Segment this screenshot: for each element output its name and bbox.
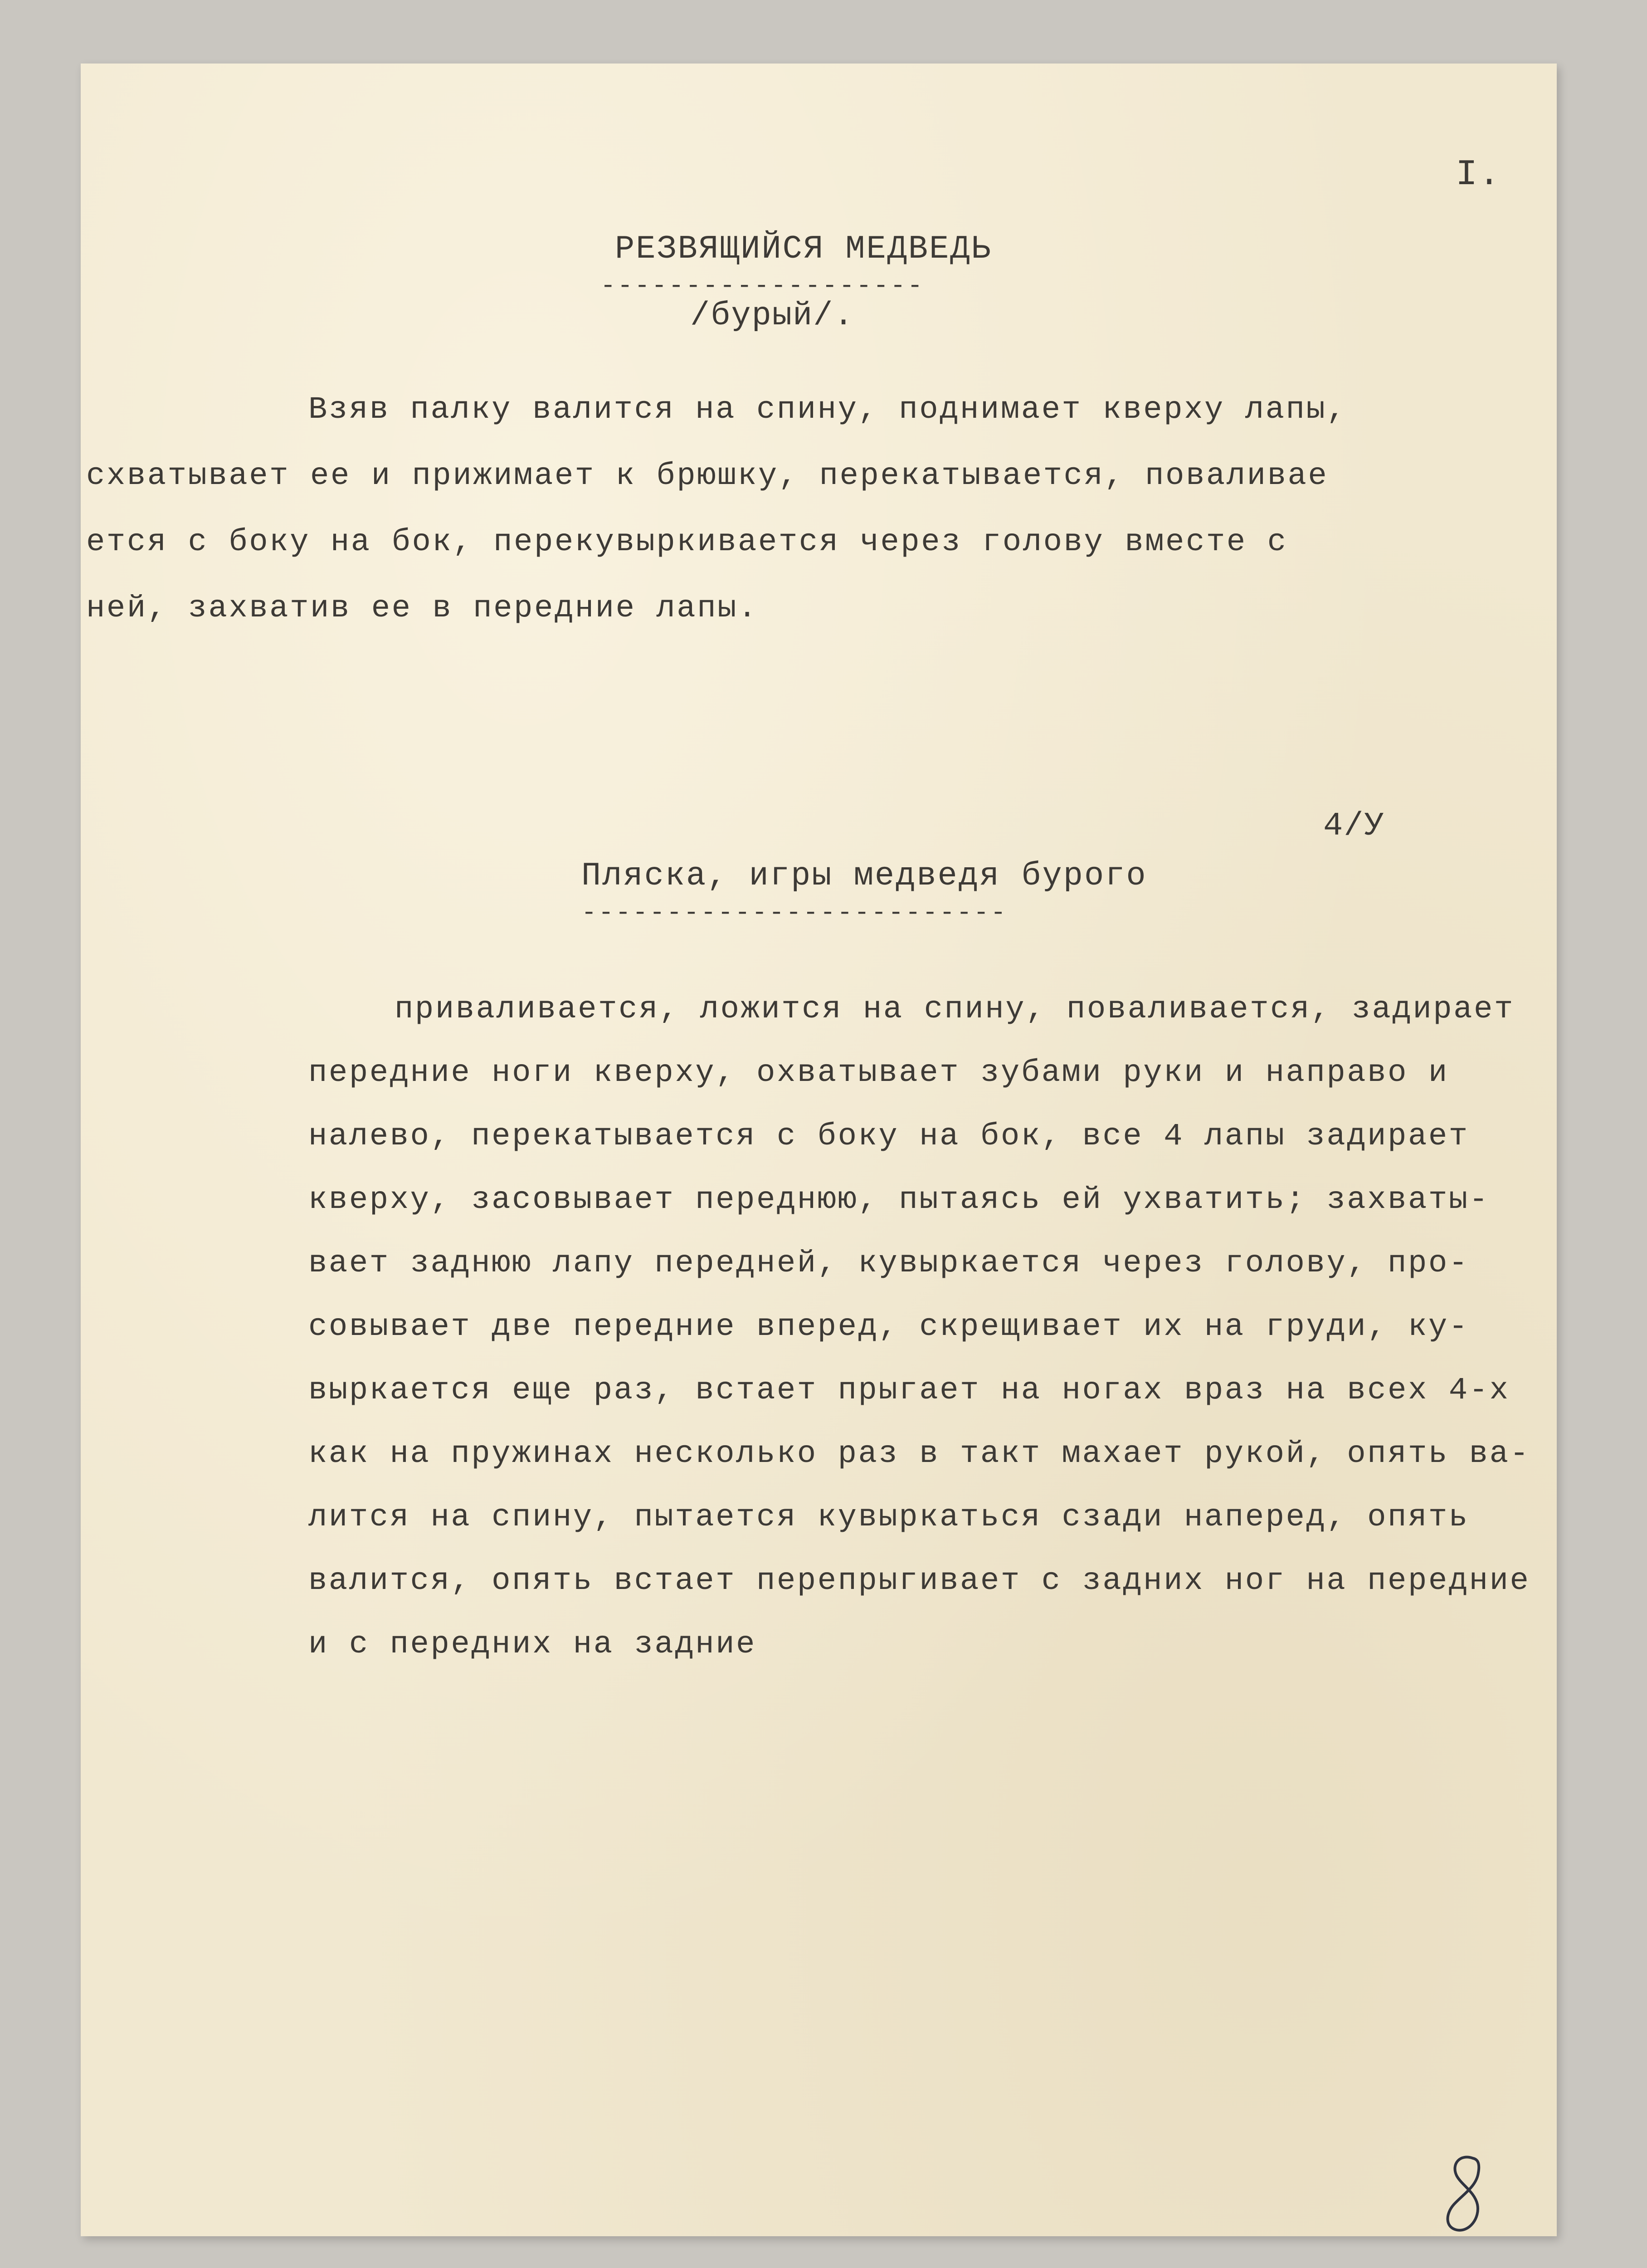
paragraph-line: вает заднюю лапу передней, кувыркается через голову, про- xyxy=(308,1246,1469,1281)
paragraph-line: передние ноги кверху, охватывает зубами руки и направо и xyxy=(308,1055,1449,1090)
paragraph-line: приваливается, ложится на спину, поваливается, задирает xyxy=(395,992,1515,1027)
paragraph-line: ней, захватив ее в передние лапы. xyxy=(86,591,758,626)
section-1-subtitle: /бурый/. xyxy=(690,297,854,334)
section-2-number: 4/У xyxy=(1323,807,1385,845)
page-number: I. xyxy=(1456,154,1501,196)
paragraph-line: схватывает ее и прижимает к брюшку, перекатывается, поваливае xyxy=(86,458,1329,494)
paragraph-line: кверху, засовывает переднюю, пытаясь ей ухватить; захваты- xyxy=(308,1182,1490,1217)
section-1-paragraph xyxy=(86,376,1347,641)
paragraph-line: валится, опять встает перепрыгивает с задних ног на передние xyxy=(308,1563,1530,1598)
paragraph-line: налево, перекатывается с боку на бок, все 4 лапы задирает xyxy=(308,1119,1469,1154)
paragraph-line: Взяв палку валится на спину, поднимает кверху лапы, xyxy=(308,392,1347,427)
paragraph-line: выркается еще раз, встает прыгает на ногах враз на всех 4-х xyxy=(308,1373,1510,1408)
section-2-paragraph xyxy=(308,978,1530,1676)
paragraph-line: лится на спину, пытается кувыркаться сзади наперед, опять xyxy=(308,1500,1469,1535)
paragraph-line: совывает две передние вперед, скрещивает их на груди, ку- xyxy=(308,1309,1469,1344)
section-2-underline: ------------------------- xyxy=(581,898,1008,927)
paragraph-line: и с передних на задние xyxy=(308,1627,756,1662)
section-1-title: РЕЗВЯЩИЙСЯ МЕДВЕДЬ xyxy=(615,230,992,268)
paragraph-line: как на пружинах несколько раз в такт махает рукой, опять ва- xyxy=(308,1436,1530,1471)
handwritten-page-number xyxy=(1433,2150,1496,2241)
paragraph-line: ется с боку на бок, перекувыркивается через голову вместе с xyxy=(86,524,1288,560)
section-2-title: Пляска, игры медведя бурого xyxy=(581,857,1147,894)
section-1-underline: ------------------- xyxy=(600,271,925,300)
